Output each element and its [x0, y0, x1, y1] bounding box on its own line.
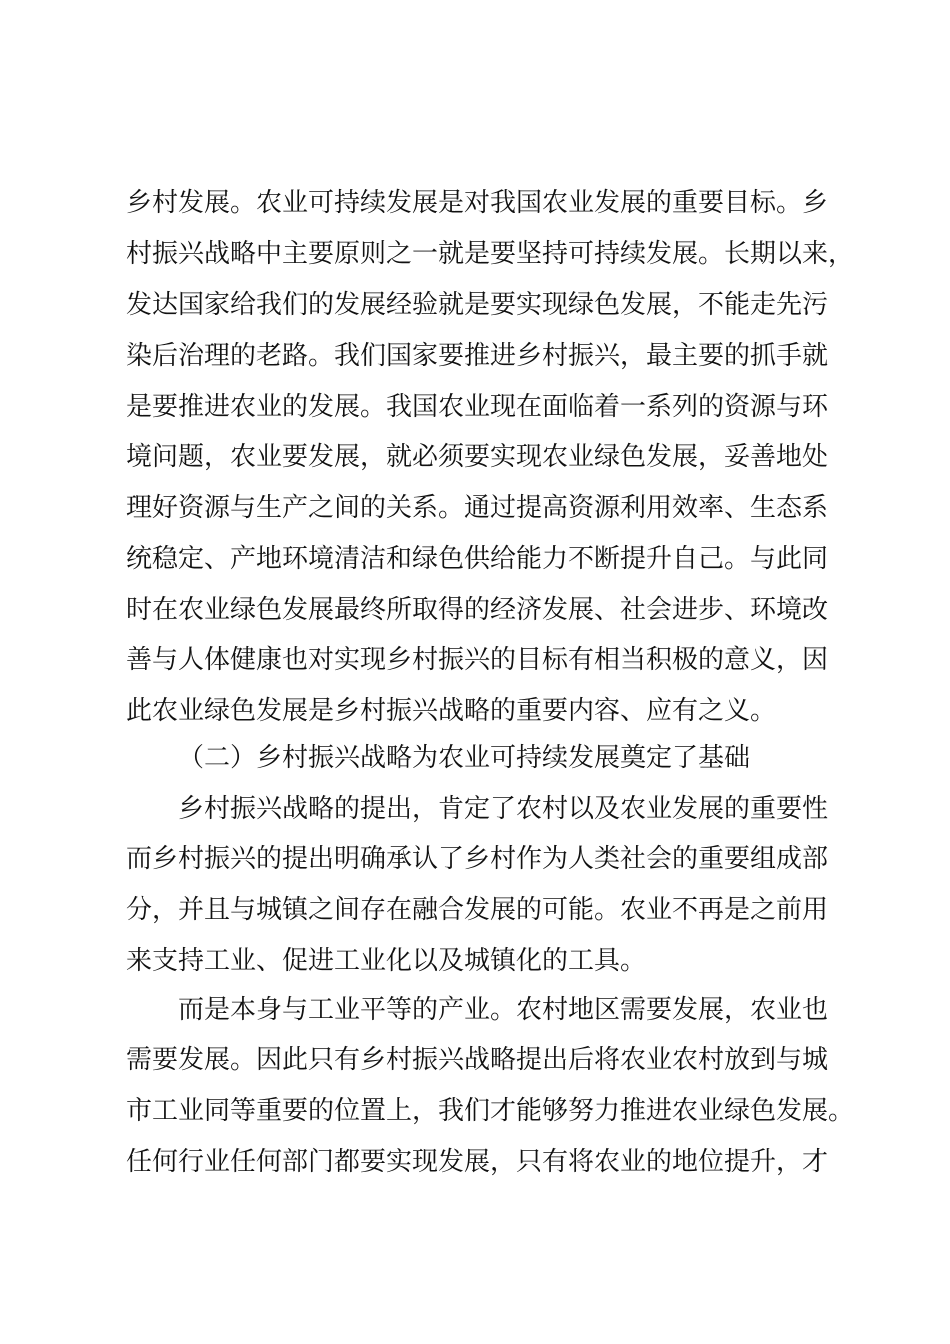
- paragraph-line: 市工业同等重要的位置上，我们才能够努力推进农业绿色发展。: [126, 1096, 855, 1126]
- paragraph-line: 统稳定、产地环境清洁和绿色供给能力不断提升自己。与此同: [126, 544, 829, 574]
- paragraph-line: 理好资源与生产之间的关系。通过提高资源利用效率、生态系: [126, 493, 829, 523]
- paragraph-line: 发达国家给我们的发展经验就是要实现绿色发展，不能走先污: [126, 290, 829, 320]
- paragraph-line: 来支持工业、促进工业化以及城镇化的工具。: [126, 946, 647, 976]
- paragraph-line: 而是本身与工业平等的产业。农村地区需要发展，农业也: [178, 995, 829, 1025]
- paragraph-line: 分，并且与城镇之间存在融合发展的可能。农业不再是之前用: [126, 895, 829, 925]
- paragraph-line: 需要发展。因此只有乡村振兴战略提出后将农业农村放到与城: [126, 1045, 829, 1075]
- paragraph-line: 此农业绿色发展是乡村振兴战略的重要内容、应有之义。: [126, 696, 777, 726]
- paragraph-line: 善与人体健康也对实现乡村振兴的目标有相当积极的意义，因: [126, 645, 829, 675]
- paragraph-line: 村振兴战略中主要原则之一就是要坚持可持续发展。长期以来，: [126, 239, 855, 269]
- paragraph-line: 而乡村振兴的提出明确承认了乡村作为人类社会的重要组成部: [126, 844, 829, 874]
- paragraph-line: 乡村发展。农业可持续发展是对我国农业发展的重要目标。乡: [126, 188, 829, 218]
- paragraph-line: 是要推进农业的发展。我国农业现在面临着一系列的资源与环: [126, 392, 829, 422]
- paragraph-line: 染后治理的老路。我们国家要推进乡村振兴，最主要的抓手就: [126, 341, 829, 371]
- paragraph-line: 境问题，农业要发展，就必须要实现农业绿色发展，妥善地处: [126, 442, 829, 472]
- section-heading: （二）乡村振兴战略为农业可持续发展奠定了基础: [178, 743, 751, 773]
- paragraph-line: 乡村振兴战略的提出，肯定了农村以及农业发展的重要性: [178, 794, 829, 824]
- paragraph-line: 任何行业任何部门都要实现发展，只有将农业的地位提升，才: [126, 1147, 829, 1177]
- paragraph-line: 时在农业绿色发展最终所取得的经济发展、社会进步、环境改: [126, 595, 829, 625]
